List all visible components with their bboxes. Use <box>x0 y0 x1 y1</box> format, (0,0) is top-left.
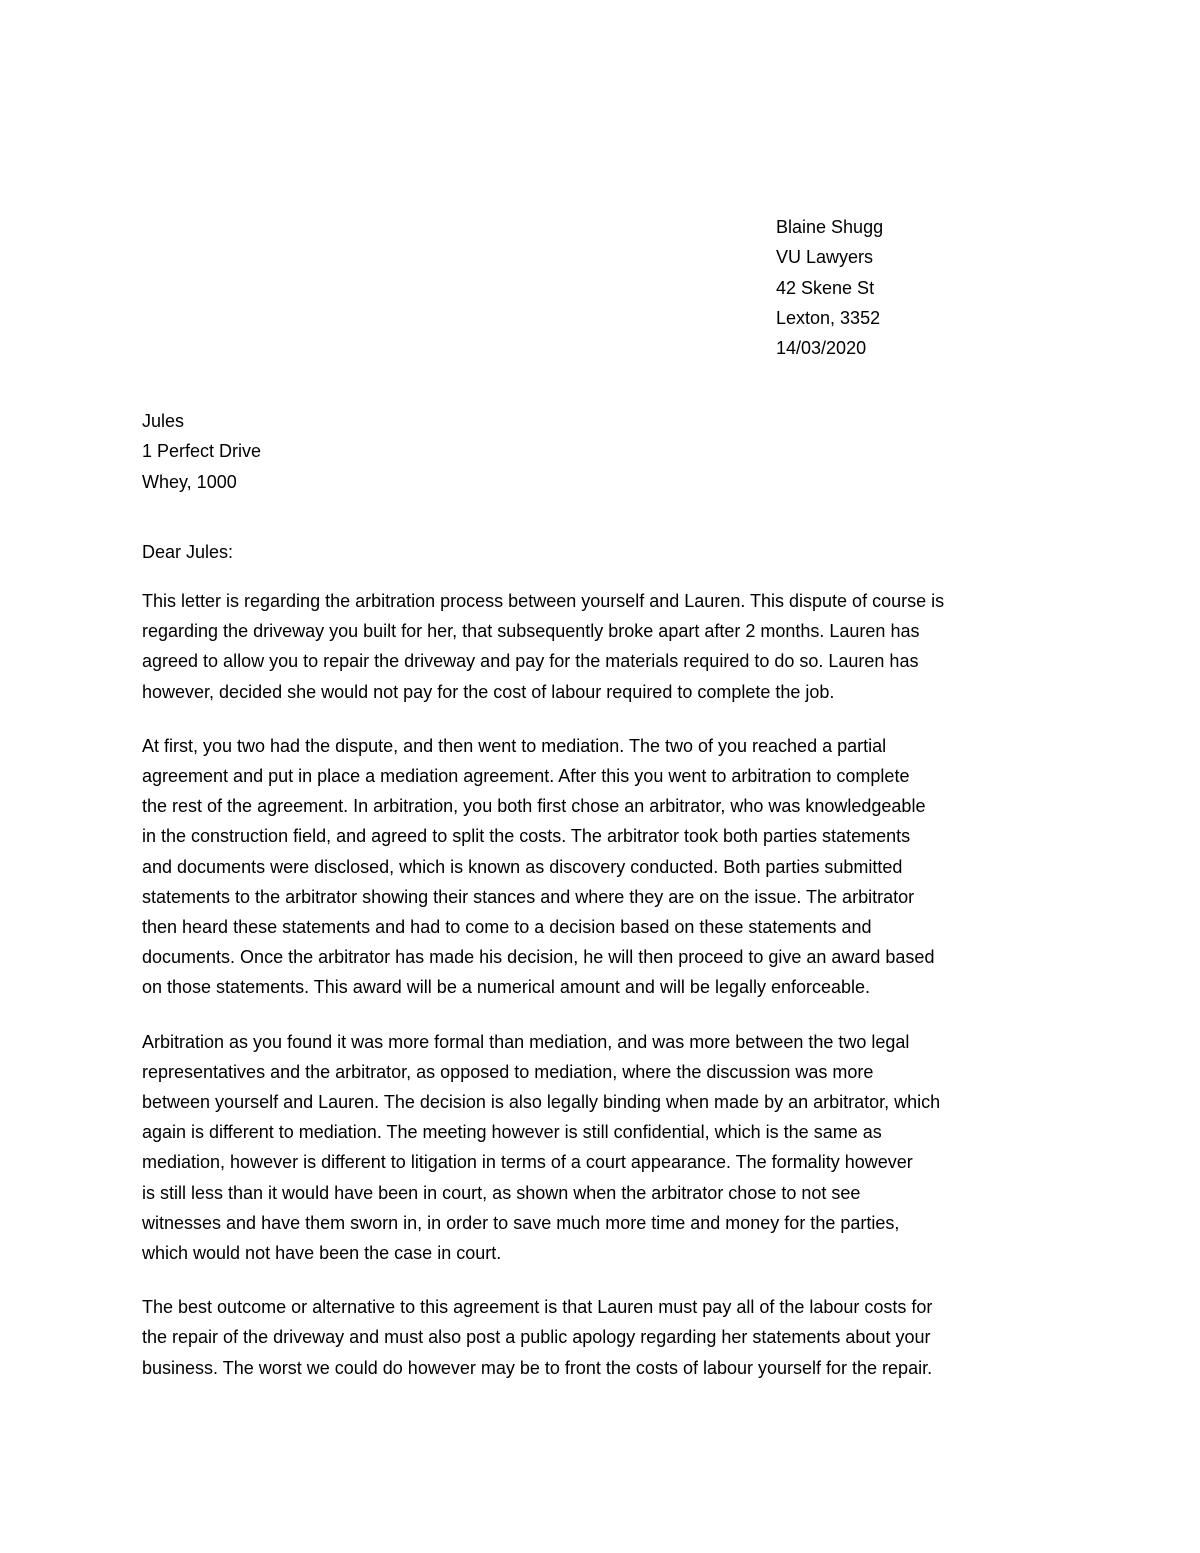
recipient-city: Whey, 1000 <box>142 471 237 492</box>
paragraph-process <box>142 731 1060 1003</box>
paragraph-intro <box>142 586 1060 707</box>
body-line: representatives and the arbitrator, as opposed to mediation, where the discussion was more <box>142 1061 874 1082</box>
paragraph-outcome <box>142 1292 1060 1383</box>
body-line: the rest of the agreement. In arbitration, you both first chose an arbitrator, who was knowledgeable <box>142 796 926 817</box>
letter-date: 14/03/2020 <box>776 338 867 359</box>
body-line: regarding the driveway you built for her, that subsequently broke apart after 2 months. Lauren has <box>142 621 920 642</box>
body-line: then heard these statements and had to come to a decision based on these statements and <box>142 917 872 938</box>
sender-street: 42 Skene St <box>776 277 875 298</box>
body-line: Arbitration as you found it was more formal than mediation, and was more between the two legal <box>142 1031 910 1052</box>
body-line: documents. Once the arbitrator has made his decision, he will then proceed to give an award based <box>142 947 935 968</box>
sender-address-block <box>776 212 883 363</box>
recipient-address-block <box>142 406 261 497</box>
body-line: statements to the arbitrator showing their stances and where they are on the issue. The arbitrator <box>142 886 915 907</box>
body-line: on those statements. This award will be a numerical amount and will be legally enforceable. <box>142 977 871 998</box>
sender-name: Blaine Shugg <box>776 217 884 237</box>
sender-firm: VU Lawyers <box>776 247 874 268</box>
body-line: again is different to mediation. The meeting however is still confidential, which is the same as <box>142 1122 882 1143</box>
body-line: and documents were disclosed, which is known as discovery conducted. Both parties submitted <box>142 856 903 877</box>
recipient-name: Jules <box>142 411 185 431</box>
body-line: between yourself and Lauren. The decision is also legally binding when made by an arbitrator, which <box>142 1092 941 1113</box>
body-line: This letter is regarding the arbitration process between yourself and Lauren. This dispute of course is <box>142 591 945 611</box>
body-line: witnesses and have them sworn in, in order to save much more time and money for the parties, <box>142 1212 900 1233</box>
body-line: however, decided she would not pay for the cost of labour required to complete the job. <box>142 681 835 702</box>
body-line: business. The worst we could do however may be to front the costs of labour yourself for the repair. <box>142 1357 933 1378</box>
sender-city: Lexton, 3352 <box>776 307 881 328</box>
recipient-street: 1 Perfect Drive <box>142 441 262 462</box>
paragraph-comparison <box>142 1027 1060 1269</box>
salutation: Dear Jules: <box>142 542 234 562</box>
body-line: The best outcome or alternative to this agreement is that Lauren must pay all of the labour costs for <box>142 1297 933 1318</box>
body-line: in the construction field, and agreed to split the costs. The arbitrator took both parties statements <box>142 826 911 847</box>
body-line: agreement and put in place a mediation agreement. After this you went to arbitration to complete <box>142 766 910 787</box>
body-line: is still less than it would have been in court, as shown when the arbitrator chose to not see <box>142 1182 861 1203</box>
body-line: mediation, however is different to litigation in terms of a court appearance. The formality however <box>142 1152 913 1173</box>
body-line: which would not have been the case in court. <box>142 1243 502 1264</box>
body-line: At first, you two had the dispute, and then went to mediation. The two of you reached a partial <box>142 735 887 756</box>
letter-body <box>142 586 1060 1407</box>
body-line: the repair of the driveway and must also post a public apology regarding her statements about your <box>142 1327 931 1348</box>
body-line: agreed to allow you to repair the driveway and pay for the materials required to do so. Lauren has <box>142 651 919 672</box>
